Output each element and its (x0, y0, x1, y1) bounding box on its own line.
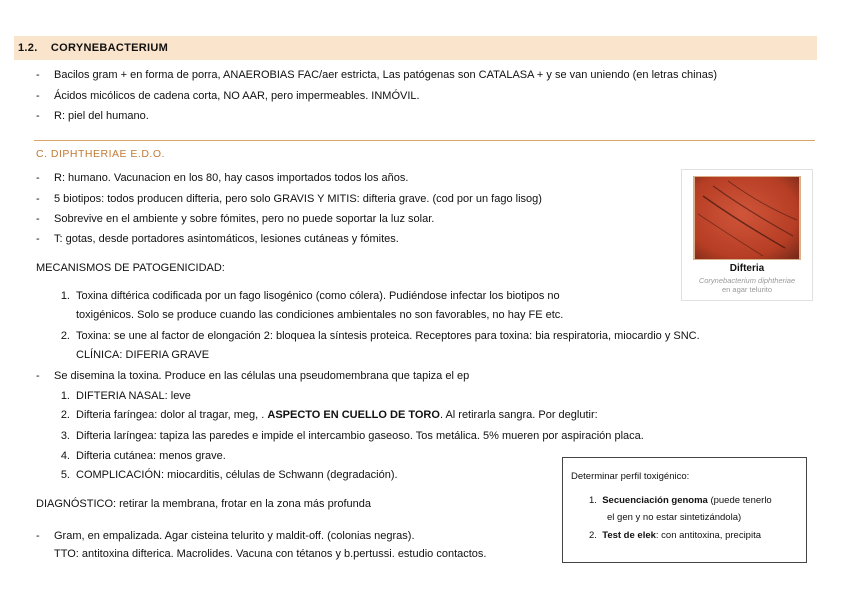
list-item: - Ácidos micólicos de cadena corta, NO AAR, pero impermeables. INMÓVIL. (36, 90, 420, 102)
list-item: 3. Difteria laríngea: tapiza las paredes e impide el intercambio gaseoso. Tos metálica. 5% mueren por aspiración placa. (60, 430, 644, 442)
diagnosis-heading: DIAGNÓSTICO: retirar la membrana, frotar en la zona más profunda (36, 498, 372, 510)
agar-plate-image (693, 176, 801, 260)
list-item: 5. COMPLICACIÓN: miocarditis, células de Schwann (degradación). (60, 469, 398, 481)
box-item-continuation: el gen y no estar sintetizándola) (607, 512, 742, 523)
figure-caption: Corynebacterium diphtheriae (698, 276, 796, 285)
figure-difteria (681, 169, 813, 301)
list-item: - Gram, en empalizada. Agar cisteina telurito y maldit-off. (colonias negras). (36, 530, 415, 542)
mechanisms-heading: MECANISMOS DE PATOGENICIDAD: (36, 262, 225, 274)
box-title: Determinar perfil toxigénico: (571, 471, 690, 482)
list-item: - R: piel del humano. (36, 110, 149, 122)
toxigenic-profile-box (562, 457, 807, 563)
list-item: - Bacilos gram + en forma de porra, ANAEROBIAS FAC/aer estricta, Las patógenas son CATALASA + y se van uniendo (en letras chinas) (36, 69, 717, 81)
list-item: - T: gotas, desde portadores asintomáticos, lesiones cutáneas y fómites. (36, 233, 399, 245)
list-item: 4. Difteria cutánea: menos grave. (60, 450, 226, 462)
list-item: - Se disemina la toxina. Produce en las células una pseudomembrana que tapiza el ep (36, 370, 470, 382)
figure-title: Difteria (729, 263, 765, 274)
list-item: 1. DIFTERIA NASAL: leve (60, 390, 191, 402)
figure-caption: en agar telurito (721, 285, 773, 294)
subsection-title: C. DIPHTHERIAE E.D.O. (36, 148, 165, 160)
divider (34, 140, 815, 141)
section-heading (18, 42, 168, 54)
list-item: - Sobrevive en el ambiente y sobre fómites, pero no puede soportar la luz solar. (36, 213, 435, 225)
list-item: - 5 biotipos: todos producen difteria, pero solo GRAVIS Y MITIS: difteria grave. (cod por un fago lisog) (36, 193, 542, 205)
section-number: 1.2. (18, 42, 38, 54)
list-item: - R: humano. Vacunacion en los 80, hay casos importados todos los años. (36, 172, 409, 184)
list-item: 1. Toxina diftérica codificada por un fago lisogénico (como cólera). Pudiéndose infectar los biotipos no (60, 290, 560, 302)
box-item: 1. Secuenciación genoma (puede tenerlo (589, 495, 772, 506)
list-item-continuation: CLÍNICA: DIFERIA GRAVE (76, 349, 210, 361)
section-title: CORYNEBACTERIUM (50, 42, 169, 54)
list-item-continuation: toxigénicos. Solo se produce cuando las condiciones ambientales no son favorables, no hay FE etc. (76, 309, 564, 321)
list-item: 2. Toxina: se une al factor de elongación 2: bloquea la síntesis proteica. Receptores para toxina: bia respiratoria, miocardio y SNC. (60, 330, 700, 342)
list-item: 2. Difteria faríngea: dolor al tragar, meg, . ASPECTO EN CUELLO DE TORO. Al retirarla sangra. Por deglutir: (60, 409, 598, 421)
box-item: 2. Test de elek: con antitoxina, precipita (589, 530, 761, 541)
list-item-continuation: TTO: antitoxina difterica. Macrolides. Vacuna con tétanos y b.pertussi. estudio contactos. (54, 548, 487, 560)
